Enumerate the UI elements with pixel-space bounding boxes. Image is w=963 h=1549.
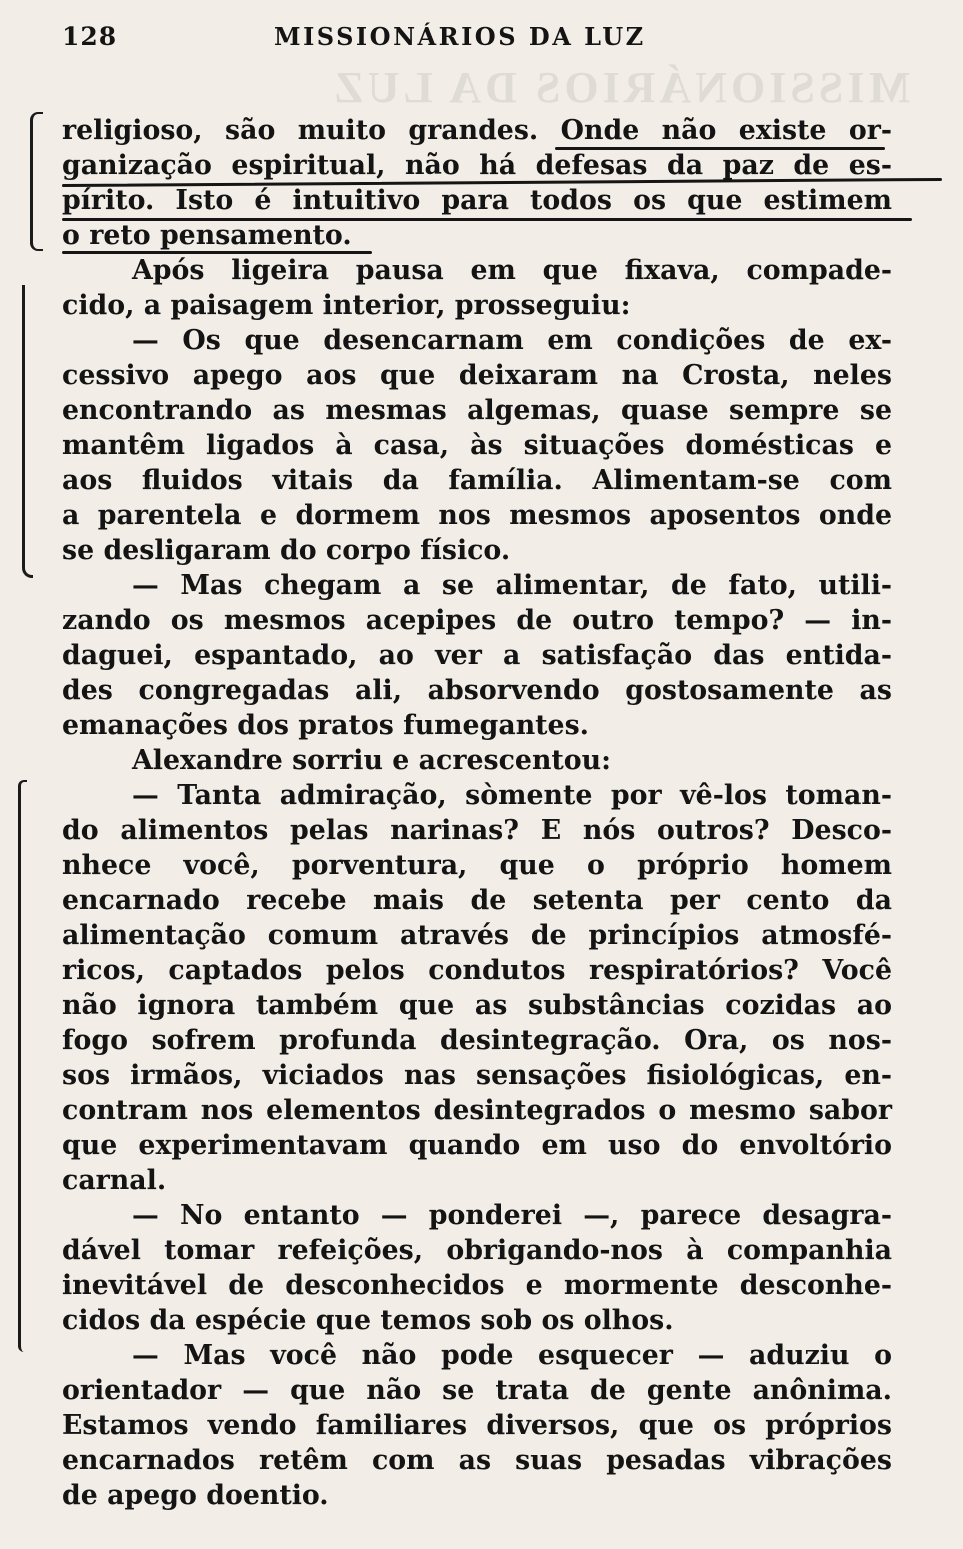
text-line: dável tomar refeições, obrigando-nos à companhia bbox=[62, 1235, 892, 1266]
text-line: — Mas chegam a se alimentar, de fato, utili- bbox=[132, 570, 892, 601]
text-line: encontrando as mesmas algemas, quase sempre se bbox=[62, 395, 892, 426]
text-line: — Os que desencarnam em condições de ex- bbox=[132, 325, 892, 356]
margin-bracket-top bbox=[30, 112, 43, 251]
text-line: carnal. bbox=[62, 1165, 167, 1196]
text-line: sos irmãos, viciados nas sensações fisiológicas, en- bbox=[62, 1060, 892, 1091]
text-line: Estamos vendo familiares diversos, que os próprios bbox=[62, 1410, 892, 1441]
text-line: cidos da espécie que temos sob os olhos. bbox=[62, 1305, 674, 1336]
text-line: a parentela e dormem nos mesmos aposentos onde bbox=[62, 500, 892, 531]
bleed-through-text: MISSIONÁRIOS DA LUZ bbox=[330, 63, 910, 112]
text-line: não ignora também que as substâncias cozidas ao bbox=[62, 990, 892, 1021]
text-line: se desligaram do corpo físico. bbox=[62, 535, 511, 566]
text-line: contram nos elementos desintegrados o mesmo sabor bbox=[62, 1095, 892, 1126]
running-title: MISSIONÁRIOS DA LUZ bbox=[274, 22, 646, 51]
text-line: des congregadas ali, absorvendo gostosamente as bbox=[62, 675, 892, 706]
text-line: ricos, captados pelos condutos respiratórios? Você bbox=[62, 955, 892, 986]
text-line: — Tanta admiração, sòmente por vê-los toman- bbox=[132, 780, 892, 811]
text-line: emanações dos pratos fumegantes. bbox=[62, 710, 590, 741]
text-line: alimentação comum através de princípios atmosfé- bbox=[62, 920, 892, 951]
text-line: o reto pensamento. bbox=[62, 220, 352, 251]
text-line: cido, a paisagem interior, prosseguiu: bbox=[62, 290, 631, 321]
text-line: fogo sofrem profunda desintegração. Ora, os nos- bbox=[62, 1025, 892, 1056]
text-line: — Mas você não pode esquecer — aduziu o bbox=[132, 1340, 892, 1371]
text-line: que experimentavam quando em uso do envoltório bbox=[62, 1130, 892, 1161]
text-line: mantêm ligados à casa, às situações domésticas e bbox=[62, 430, 892, 461]
text-line: zando os mesmos acepipes de outro tempo? — in- bbox=[62, 605, 892, 636]
page-header bbox=[62, 22, 882, 56]
text-line: nhece você, porventura, que o próprio homem bbox=[62, 850, 892, 881]
text-line: religioso, são muito grandes. Onde não existe or- bbox=[62, 115, 892, 146]
text-line: cessivo apego aos que deixaram na Crosta, neles bbox=[62, 360, 892, 391]
text-line: — No entanto — ponderei —, parece desagra- bbox=[132, 1200, 892, 1231]
text-line: encarnado recebe mais de setenta per cento da bbox=[62, 885, 892, 916]
text-line: pírito. Isto é intuitivo para todos os que estimem bbox=[62, 185, 892, 216]
text-line: inevitável de desconhecidos e mormente desconhe- bbox=[62, 1270, 892, 1301]
margin-bracket-middle bbox=[22, 285, 33, 578]
text-line: daguei, espantado, ao ver a satisfação das entida- bbox=[62, 640, 892, 671]
text-line: do alimentos pelas narinas? E nós outros? Desco- bbox=[62, 815, 892, 846]
text-line: de apego doentio. bbox=[62, 1480, 329, 1511]
body-text bbox=[62, 113, 892, 1513]
text-line: ganização espiritual, não há defesas da paz de es- bbox=[62, 150, 892, 181]
text-line: Alexandre sorriu e acrescentou: bbox=[132, 745, 612, 776]
text-line: Após ligeira pausa em que fixava, compade- bbox=[132, 255, 892, 286]
margin-bracket-lower bbox=[18, 780, 27, 1352]
text-line: orientador — que não se trata de gente anônima. bbox=[62, 1375, 892, 1406]
text-line: encarnados retêm com as suas pesadas vibrações bbox=[62, 1445, 892, 1476]
text-line: aos fluidos vitais da família. Alimentam-se com bbox=[62, 465, 892, 496]
page-number: 128 bbox=[62, 22, 118, 51]
